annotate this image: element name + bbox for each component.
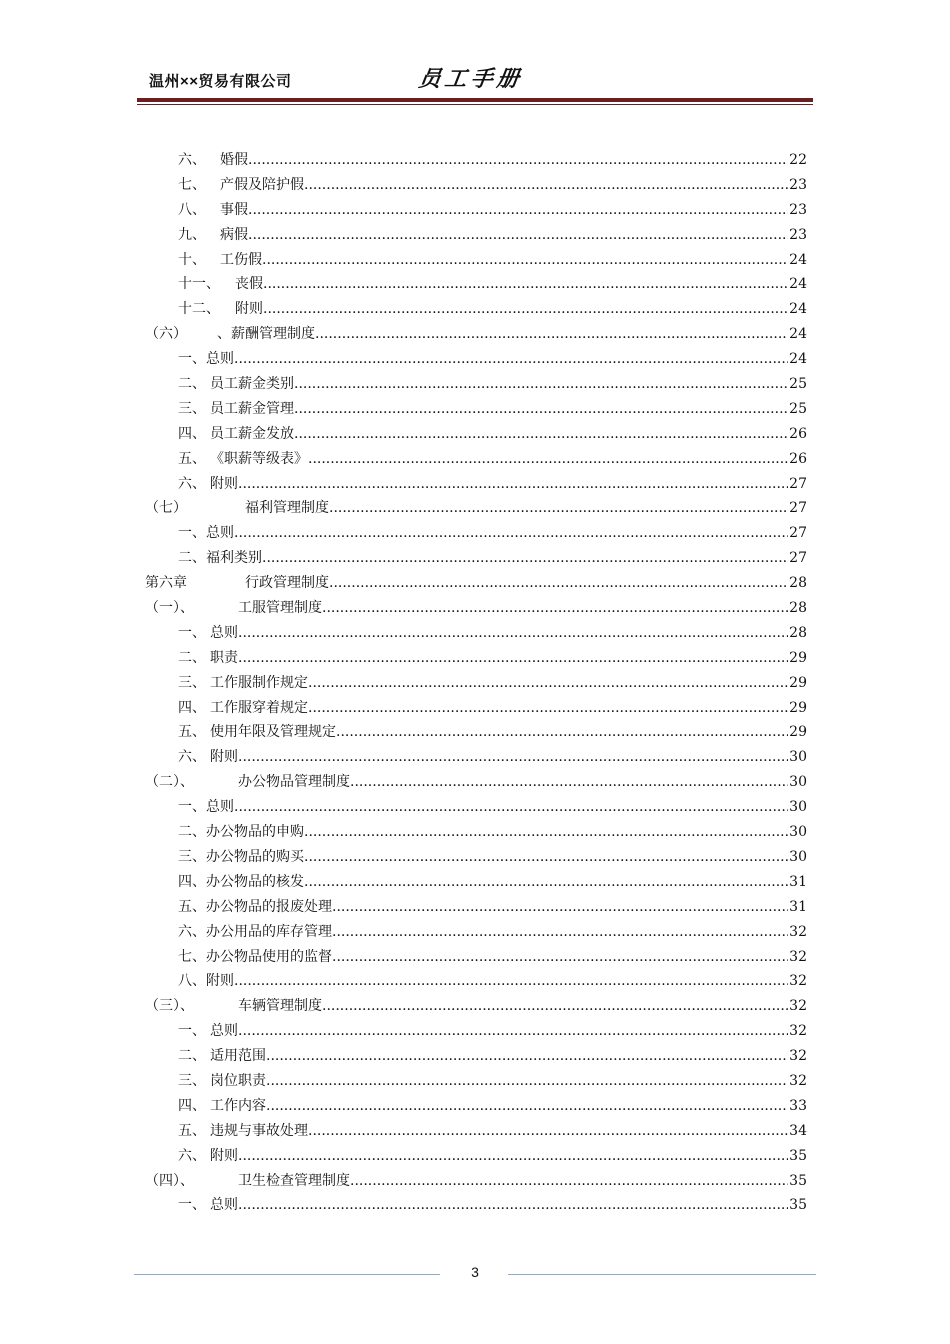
toc-entry[interactable] xyxy=(145,372,807,397)
toc-entry-page: 31 xyxy=(789,898,807,915)
toc-entry-number: 十二、 xyxy=(178,301,220,318)
toc-leader-dots xyxy=(266,1044,788,1069)
toc-entry-title: 办公物品管理制度 xyxy=(238,774,350,791)
toc-entry-page: 32 xyxy=(789,948,807,965)
toc-entry-number: 五、 xyxy=(178,724,206,741)
page-header xyxy=(137,62,813,106)
toc-entry-title: 总则 xyxy=(210,1197,238,1214)
toc-entry-number: （三）、 xyxy=(145,998,194,1015)
toc-entry-title: 《职薪等级表》 xyxy=(210,450,308,467)
toc-entry-number: 六、 xyxy=(178,152,206,168)
toc-entry-title: 总则 xyxy=(210,1023,238,1040)
toc-entry[interactable] xyxy=(145,148,807,173)
toc-entry[interactable] xyxy=(145,521,807,546)
toc-entry-title: 福利类别 xyxy=(206,550,262,567)
toc-entry-number: 二、 xyxy=(178,824,206,841)
toc-entry-number: 二、 xyxy=(178,649,206,666)
toc-leader-dots xyxy=(329,496,788,521)
toc-entry-number: 一、 xyxy=(178,799,206,816)
toc-entry[interactable] xyxy=(145,770,807,795)
toc-entry-number: 一、 xyxy=(178,525,206,542)
toc-entry-number: 八、 xyxy=(178,201,206,218)
toc-entry-page: 28 xyxy=(789,575,807,592)
toc-leader-dots xyxy=(248,198,788,223)
toc-entry-title: 适用范围 xyxy=(210,1048,266,1065)
toc-entry-title: 员工薪金管理 xyxy=(210,400,294,417)
toc-entry-title: 员工薪金类别 xyxy=(210,376,294,393)
toc-entry-title: 工伤假 xyxy=(220,251,262,268)
toc-entry-title: 丧假 xyxy=(235,276,263,293)
toc-entry-page: 35 xyxy=(789,1172,807,1189)
toc-entry-title: 工服管理制度 xyxy=(238,600,322,617)
toc-entry-page: 23 xyxy=(789,176,807,193)
toc-entry-page: 29 xyxy=(789,649,807,666)
toc-entry-page: 29 xyxy=(789,724,807,741)
toc-entry-page: 32 xyxy=(789,1048,807,1065)
toc-entry-number: 四、 xyxy=(178,425,206,442)
toc-entry[interactable] xyxy=(145,1144,807,1169)
toc-entry[interactable] xyxy=(145,1119,807,1144)
toc-entry-title: 事假 xyxy=(220,201,248,218)
toc-entry-title: 附则 xyxy=(210,475,238,492)
toc-leader-dots xyxy=(263,297,788,322)
toc-entry-page: 34 xyxy=(789,1122,807,1139)
toc-entry[interactable] xyxy=(145,945,807,970)
toc-entry-number: 八、 xyxy=(178,973,206,990)
toc-entry-page: 26 xyxy=(789,425,807,442)
toc-entry[interactable] xyxy=(145,173,807,198)
toc-leader-dots xyxy=(238,1019,788,1044)
toc-entry-page: 30 xyxy=(789,749,807,766)
toc-entry-number: （六） xyxy=(145,326,187,343)
toc-entry-title: 行政管理制度 xyxy=(245,575,329,592)
toc-leader-dots xyxy=(350,770,788,795)
toc-entry-title: 附则 xyxy=(206,973,234,990)
toc-entry-page: 32 xyxy=(789,973,807,990)
toc-entry[interactable] xyxy=(145,920,807,945)
toc-leader-dots xyxy=(308,671,788,696)
toc-entry-title: 员工薪金发放 xyxy=(210,425,294,442)
toc-entry-number: 三、 xyxy=(178,400,206,417)
toc-entry[interactable] xyxy=(145,546,807,571)
toc-entry-number: 一、 xyxy=(178,1197,206,1214)
toc-entry-number: 三、 xyxy=(178,1072,206,1089)
toc-entry-number: （二）、 xyxy=(145,774,194,791)
toc-entry-page: 32 xyxy=(789,1023,807,1040)
toc-entry-title: 婚假 xyxy=(220,152,248,168)
toc-entry-title: 总则 xyxy=(206,799,234,816)
toc-entry-title: 办公物品的核发 xyxy=(206,873,304,890)
toc-entry-page: 30 xyxy=(789,824,807,841)
toc-entry-number: 四、 xyxy=(178,699,206,716)
toc-entry-page: 27 xyxy=(789,525,807,542)
toc-entry[interactable] xyxy=(145,447,807,472)
toc-entry-number: 二、 xyxy=(178,1048,206,1065)
toc-leader-dots xyxy=(234,795,788,820)
toc-entry-page: 35 xyxy=(789,1197,807,1214)
toc-entry-title: 附则 xyxy=(235,301,263,318)
toc-entry-number: 六、 xyxy=(178,749,206,766)
toc-leader-dots xyxy=(294,397,788,422)
toc-entry-number: 三、 xyxy=(178,848,206,865)
toc-leader-dots xyxy=(238,745,788,770)
toc-leader-dots xyxy=(304,820,788,845)
toc-entry-number: 一、 xyxy=(178,351,206,368)
toc-leader-dots xyxy=(294,372,788,397)
toc-entry-page: 27 xyxy=(789,550,807,567)
toc-entry-page: 30 xyxy=(789,848,807,865)
toc-entry[interactable] xyxy=(145,1019,807,1044)
toc-entry[interactable] xyxy=(145,1169,807,1194)
toc-entry-page: 30 xyxy=(789,774,807,791)
toc-entry-page: 28 xyxy=(789,600,807,617)
toc-entry-number: 五、 xyxy=(178,1122,206,1139)
footer-line-left xyxy=(134,1274,440,1275)
toc-entry-number: 五、 xyxy=(178,450,206,467)
toc-entry-title: 违规与事故处理 xyxy=(210,1122,308,1139)
header-rule-thick xyxy=(137,98,813,102)
toc-entry[interactable] xyxy=(145,845,807,870)
toc-entry[interactable] xyxy=(145,696,807,721)
toc-leader-dots xyxy=(262,248,788,273)
toc-leader-dots xyxy=(304,870,788,895)
toc-entry-number: 一、 xyxy=(178,1023,206,1040)
toc-leader-dots xyxy=(266,1069,788,1094)
toc-leader-dots xyxy=(308,447,788,472)
toc-entry-number: 三、 xyxy=(178,674,206,691)
toc-entry-title: 办公物品的申购 xyxy=(206,824,304,841)
toc-entry-title: 附则 xyxy=(210,749,238,766)
toc-entry-page: 24 xyxy=(789,276,807,293)
toc-leader-dots xyxy=(332,945,788,970)
toc-entry[interactable] xyxy=(145,248,807,273)
table-of-contents xyxy=(145,148,807,1218)
toc-leader-dots xyxy=(266,1094,788,1119)
toc-leader-dots xyxy=(304,845,788,870)
toc-entry[interactable] xyxy=(145,422,807,447)
toc-entry-title: 附则 xyxy=(210,1147,238,1164)
toc-entry-number: 二、 xyxy=(178,550,206,567)
toc-entry-title: 产假及陪护假 xyxy=(220,176,304,193)
toc-entry-title: 总则 xyxy=(206,351,234,368)
toc-entry-page: 24 xyxy=(789,351,807,368)
toc-leader-dots xyxy=(294,422,788,447)
toc-entry[interactable] xyxy=(145,1044,807,1069)
toc-entry-title: 卫生检查管理制度 xyxy=(238,1172,350,1189)
toc-entry-page: 25 xyxy=(789,400,807,417)
toc-leader-dots xyxy=(238,472,788,497)
toc-entry-number: 四、 xyxy=(178,1097,206,1114)
toc-entry-page: 28 xyxy=(789,624,807,641)
toc-entry-page: 22 xyxy=(789,152,807,168)
toc-entry[interactable] xyxy=(145,223,807,248)
toc-entry-number: 九、 xyxy=(178,226,206,243)
toc-entry-title: 总则 xyxy=(210,624,238,641)
toc-entry-title: 职责 xyxy=(210,649,238,666)
toc-entry[interactable] xyxy=(145,472,807,497)
toc-entry-title: 办公用品的库存管理 xyxy=(206,923,332,940)
footer-line-right xyxy=(508,1274,816,1275)
toc-entry[interactable] xyxy=(145,795,807,820)
toc-entry-title: 岗位职责 xyxy=(210,1072,266,1089)
toc-entry[interactable] xyxy=(145,994,807,1019)
toc-entry-page: 31 xyxy=(789,873,807,890)
toc-entry-number: （四）、 xyxy=(145,1172,194,1189)
toc-entry-page: 32 xyxy=(789,998,807,1015)
toc-leader-dots xyxy=(315,322,788,347)
toc-entry[interactable] xyxy=(145,720,807,745)
toc-entry-title: 总则 xyxy=(206,525,234,542)
toc-entry-page: 24 xyxy=(789,326,807,343)
toc-entry-page: 23 xyxy=(789,226,807,243)
toc-leader-dots xyxy=(329,571,788,596)
toc-entry-title: 办公物品的购买 xyxy=(206,848,304,865)
toc-leader-dots xyxy=(308,696,788,721)
toc-entry-number: 十、 xyxy=(178,251,206,268)
toc-entry-number: 十一、 xyxy=(178,276,220,293)
toc-entry-page: 29 xyxy=(789,674,807,691)
toc-leader-dots xyxy=(263,272,788,297)
toc-entry-number: 七、 xyxy=(178,176,206,193)
toc-entry-title: 工作服穿着规定 xyxy=(210,699,308,716)
toc-leader-dots xyxy=(234,521,788,546)
toc-entry-number: （一）、 xyxy=(145,600,194,617)
page-number: 3 xyxy=(471,1264,479,1280)
toc-entry[interactable] xyxy=(145,1193,807,1218)
toc-entry-page: 27 xyxy=(789,475,807,492)
toc-leader-dots xyxy=(308,1119,788,1144)
page-footer xyxy=(134,1262,816,1286)
toc-entry-number: 六、 xyxy=(178,1147,206,1164)
toc-entry-page: 30 xyxy=(789,799,807,816)
toc-leader-dots xyxy=(238,621,788,646)
handbook-logo: 员工手册 xyxy=(416,66,525,92)
toc-entry-title: 福利管理制度 xyxy=(245,500,329,517)
toc-entry[interactable] xyxy=(145,496,807,521)
toc-entry-number: 二、 xyxy=(178,376,206,393)
toc-entry[interactable] xyxy=(145,347,807,372)
toc-entry[interactable] xyxy=(145,621,807,646)
toc-entry[interactable] xyxy=(145,1094,807,1119)
toc-entry[interactable] xyxy=(145,297,807,322)
company-name: 温州××贸易有限公司 xyxy=(149,73,292,90)
toc-entry-title: 使用年限及管理规定 xyxy=(210,724,336,741)
toc-leader-dots xyxy=(332,920,788,945)
toc-entry-title: 工作内容 xyxy=(210,1097,266,1114)
toc-entry-page: 32 xyxy=(789,1072,807,1089)
toc-entry[interactable] xyxy=(145,895,807,920)
toc-entry-number: 一、 xyxy=(178,624,206,641)
toc-entry-page: 24 xyxy=(789,301,807,318)
toc-leader-dots xyxy=(238,1193,788,1218)
toc-leader-dots xyxy=(350,1169,788,1194)
toc-entry-page: 35 xyxy=(789,1147,807,1164)
toc-entry-title: 工作服制作规定 xyxy=(210,674,308,691)
toc-entry[interactable] xyxy=(145,198,807,223)
toc-entry-page: 27 xyxy=(789,500,807,517)
toc-entry[interactable] xyxy=(145,322,807,347)
toc-entry-number: 七、 xyxy=(178,948,206,965)
toc-entry-number: 五、 xyxy=(178,898,206,915)
toc-entry-page: 26 xyxy=(789,450,807,467)
toc-entry[interactable] xyxy=(145,870,807,895)
toc-entry-number: 六、 xyxy=(178,475,206,492)
toc-entry-title: 办公物品的报废处理 xyxy=(206,898,332,915)
toc-entry-title: 车辆管理制度 xyxy=(238,998,322,1015)
toc-entry-page: 29 xyxy=(789,699,807,716)
toc-entry[interactable] xyxy=(145,671,807,696)
toc-leader-dots xyxy=(238,646,788,671)
toc-leader-dots xyxy=(238,1144,788,1169)
toc-leader-dots xyxy=(262,546,788,571)
toc-entry-page: 23 xyxy=(789,201,807,218)
header-rule-thin xyxy=(137,104,813,105)
toc-leader-dots xyxy=(322,596,788,621)
toc-entry[interactable] xyxy=(145,646,807,671)
toc-entry[interactable] xyxy=(145,969,807,994)
toc-leader-dots xyxy=(332,895,788,920)
toc-leader-dots xyxy=(234,347,788,372)
toc-leader-dots xyxy=(322,994,788,1019)
toc-entry[interactable] xyxy=(145,1069,807,1094)
toc-entry-number: 四、 xyxy=(178,873,206,890)
toc-leader-dots xyxy=(234,969,788,994)
toc-leader-dots xyxy=(336,720,788,745)
toc-entry-number: （七） xyxy=(145,500,187,517)
toc-leader-dots xyxy=(248,223,788,248)
toc-entry[interactable] xyxy=(145,745,807,770)
toc-entry-page: 33 xyxy=(789,1097,807,1114)
toc-leader-dots xyxy=(304,173,788,198)
toc-entry-page: 24 xyxy=(789,251,807,268)
toc-entry-title: 、薪酬管理制度 xyxy=(217,326,315,343)
toc-entry-title: 办公物品使用的监督 xyxy=(206,948,332,965)
toc-entry-page: 32 xyxy=(789,923,807,940)
toc-entry-page: 25 xyxy=(789,376,807,393)
toc-entry[interactable] xyxy=(145,596,807,621)
toc-entry[interactable] xyxy=(145,820,807,845)
toc-entry-title: 病假 xyxy=(220,226,248,243)
toc-entry-number: 第六章 xyxy=(145,575,187,592)
toc-entry-number: 六、 xyxy=(178,923,206,940)
toc-leader-dots xyxy=(248,148,788,173)
toc-entry[interactable] xyxy=(145,571,807,596)
toc-entry[interactable] xyxy=(145,397,807,422)
toc-entry[interactable] xyxy=(145,272,807,297)
